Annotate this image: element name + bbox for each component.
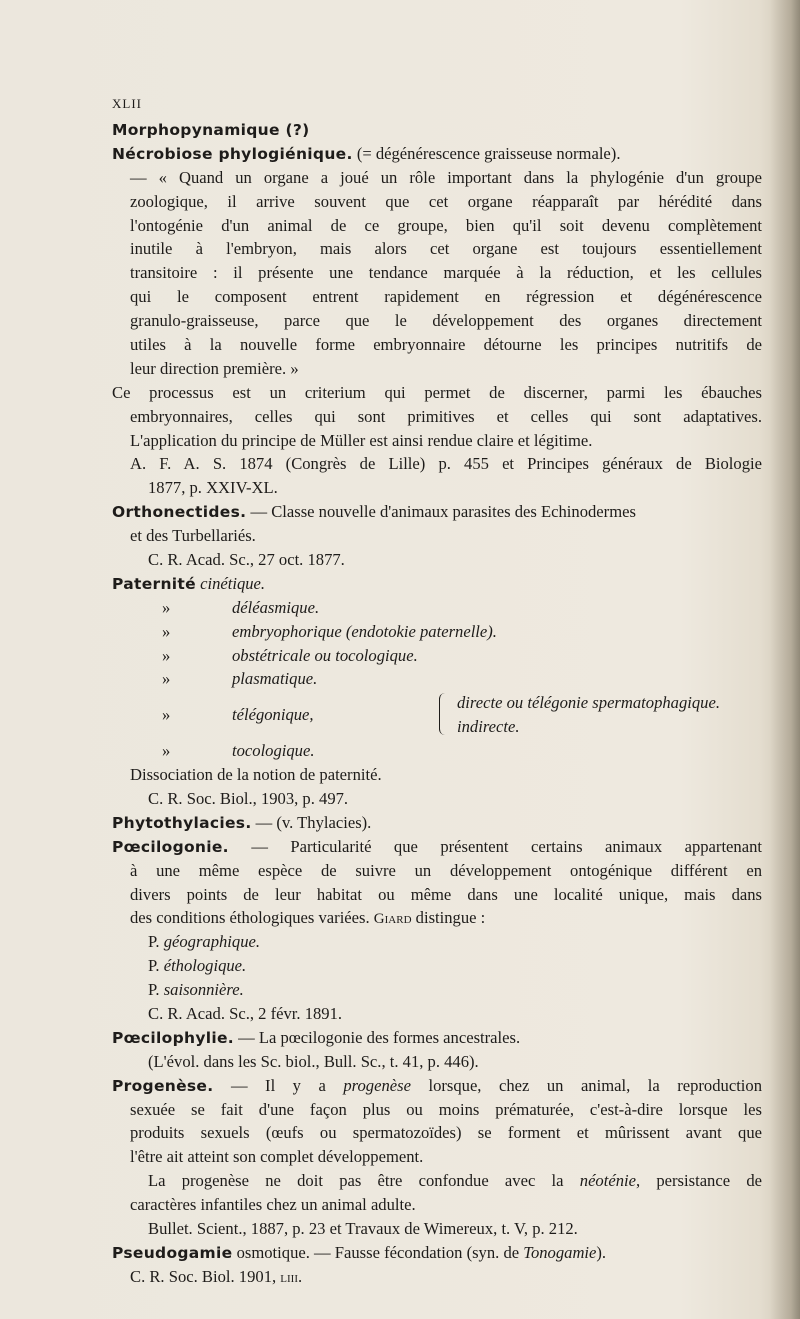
entry-necrobiose-line13: L'application du principe de Müller est ainsi rendue claire et légitime.	[130, 430, 593, 450]
entry-poecilophylie-line1: Pœcilophylie. — La pœcilogonie des formes ancestrales.	[112, 1027, 521, 1047]
entry-progenese-line6: caractères infantiles chez un animal adulte.	[130, 1195, 416, 1215]
entry-poecilogonie-line2: à une même espèce de suivre un développement ontogénique différent en	[130, 860, 762, 880]
paternite-item: » embryophorique (endotokie paternelle).	[162, 621, 497, 641]
entry-progenese-ref: Bullet. Scient., 1887, p. 23 et Travaux de Wimereux, t. V, p. 212.	[148, 1218, 578, 1238]
entry-necrobiose-line10: leur direction première. »	[130, 358, 299, 378]
paternite-telegonique-brace: » télégonique, directe ou télégonie spermatophagique. indirecte.	[162, 693, 720, 737]
entry-poecilogonie-line3: divers points de leur habitat ou même dans une localité unique, mais dans	[130, 884, 762, 904]
entry-necrobiose-line2: — « Quand un organe a joué un rôle important dans la phylogénie d'un groupe	[130, 167, 762, 187]
page-body	[112, 118, 762, 1289]
paternite-ref: C. R. Soc. Biol., 1903, p. 497.	[148, 788, 349, 808]
entry-orthonectides-line2: et des Turbellariés.	[130, 526, 256, 546]
entry-necrobiose-line12: embryonnaires, celles qui sont primitives et celles qui sont adaptatives.	[130, 406, 762, 426]
entry-necrobiose-line11: Ce processus est un criterium qui permet de discerner, parmi les ébauches	[112, 382, 762, 402]
poecilogonie-item: P. saisonnière.	[148, 980, 244, 1000]
entry-necrobiose-line9: utiles à la nouvelle forme embryonnaire détourne les principes nutritifs de	[130, 335, 762, 355]
entry-necrobiose-line3: zoologique, il arrive souvent que cet organe réapparaît par hérédité dans	[130, 191, 762, 211]
entry-poecilogonie-line4: des conditions éthologiques variées. Giard distingue :	[130, 908, 486, 928]
entry-necrobiose-line8: granulo-graisseuse, parce que le développement des organes directement	[130, 311, 762, 331]
entry-progenese-line4: l'être ait atteint son complet développement.	[130, 1147, 424, 1167]
entry-poecilophylie-ref: (L'évol. dans les Sc. biol., Bull. Sc., t. 41, p. 446).	[148, 1051, 479, 1071]
entry-progenese-line5: La progenèse ne doit pas être confondue avec la néoténie, persistance de	[148, 1171, 762, 1191]
entry-necrobiose-line1: Nécrobiose phylogiénique. (= dégénérescence graisseuse normale).	[112, 143, 621, 163]
paternite-dissociation: Dissociation de la notion de paternité.	[130, 765, 382, 785]
entry-necrobiose-line7: qui le composent entrent rapidement en régression et dégénérescence	[130, 287, 762, 307]
paternite-item: » obstétricale ou tocologique.	[162, 645, 418, 665]
entry-pseudogamie-ref: C. R. Soc. Biol. 1901, liii.	[130, 1266, 303, 1286]
entry-progenese-line1: Progenèse. — Il y a progenèse lorsque, chez un animal, la reproduction	[112, 1075, 763, 1095]
paternite-item: » tocologique.	[162, 741, 315, 761]
poecilogonie-item: P. géographique.	[148, 932, 261, 952]
entry-phytothylacies: Phytothylacies. — (v. Thylacies).	[112, 812, 372, 832]
entry-heading-morphopynamique: Morphopynamique (?)	[112, 121, 310, 139]
entry-necrobiose-line15: 1877, p. XXIV-XL.	[148, 478, 278, 498]
poecilogonie-item: P. éthologique.	[148, 956, 247, 976]
entry-necrobiose-line6: transitoire : il présente une tendance marquée à la réduction, et les cellules	[130, 263, 762, 283]
entry-poecilogonie-line1: Pœcilogonie. — Particularité que présentent certains animaux appartenant	[112, 836, 762, 856]
entry-necrobiose-line4: l'ontogénie d'un animal de ce groupe, bien qu'il soit devenu complètement	[130, 215, 762, 235]
entry-progenese-line3: produits sexuels (œufs ou spermatozoïdes) se forment et mûrissent avant que	[130, 1123, 762, 1143]
paternite-item: » plasmatique.	[162, 669, 318, 689]
poecilogonie-ref: C. R. Acad. Sc., 2 févr. 1891.	[148, 1003, 343, 1023]
page-number: XLII	[112, 96, 142, 111]
entry-necrobiose-line14: A. F. A. S. 1874 (Congrès de Lille) p. 455 et Principes généraux de Biologie	[130, 454, 762, 474]
page-edge-shadow	[770, 0, 800, 1319]
entry-orthonectides-ref: C. R. Acad. Sc., 27 oct. 1877.	[148, 550, 345, 570]
entry-pseudogamie-line1: Pseudogamie osmotique. — Fausse fécondation (syn. de Tonogamie).	[112, 1242, 607, 1262]
curly-brace	[439, 693, 448, 735]
paternite-item: » déléasmique.	[162, 597, 320, 617]
entry-necrobiose-line5: inutile à l'embryon, mais alors cet organe est toujours essentiellement	[130, 239, 762, 259]
entry-orthonectides-line1: Orthonectides. — Classe nouvelle d'animaux parasites des Echinodermes	[112, 502, 636, 522]
entry-progenese-line2: sexuée se fait d'une façon plus ou moins prématurée, c'est-à-dire lorsque les	[130, 1099, 762, 1119]
entry-paternite-heading: Paternité cinétique.	[112, 573, 266, 593]
